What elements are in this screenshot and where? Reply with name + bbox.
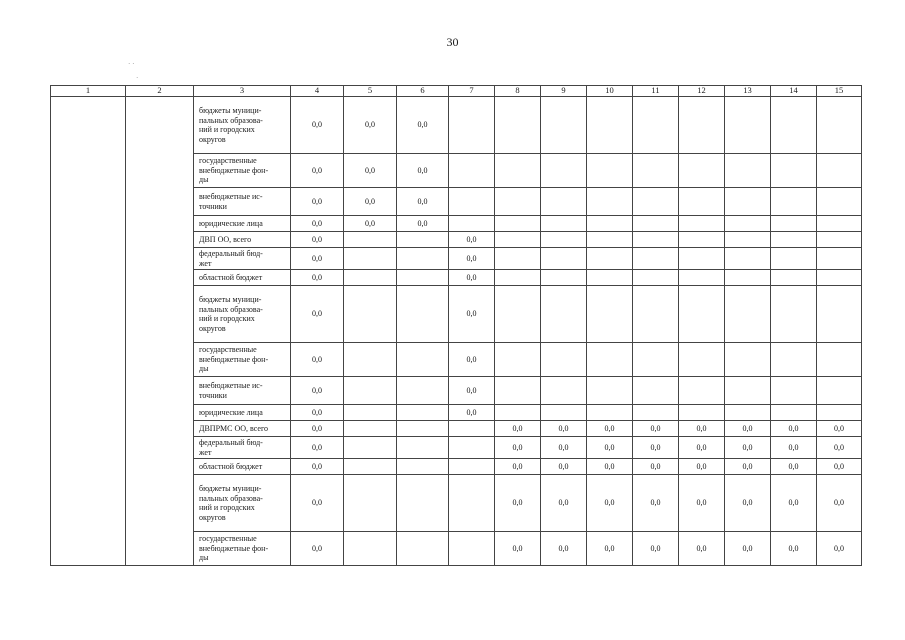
column-header-15: 15: [817, 86, 862, 97]
header-row: [51, 86, 862, 97]
value-cell-col-9: [541, 188, 587, 216]
value-cell-col-9: 0,0: [541, 459, 587, 475]
value-cell-col-14: [771, 232, 817, 248]
value-cell-col-15: 0,0: [817, 437, 862, 459]
value-cell-col-9: [541, 270, 587, 286]
row-label: федеральный бюд- жет: [194, 248, 291, 270]
value-cell-col-12: 0,0: [679, 421, 725, 437]
value-cell-col-5: [344, 437, 397, 459]
value-cell-col-5: [344, 343, 397, 377]
value-cell-col-8: 0,0: [495, 459, 541, 475]
value-cell-col-12: [679, 248, 725, 270]
value-cell-col-11: [633, 377, 679, 405]
value-cell-col-14: [771, 286, 817, 343]
value-cell-col-13: 0,0: [725, 475, 771, 532]
value-cell-col-11: [633, 97, 679, 154]
column-header-2: 2: [126, 86, 194, 97]
value-cell-col-5: 0,0: [344, 97, 397, 154]
value-cell-col-12: [679, 188, 725, 216]
value-cell-col-5: [344, 421, 397, 437]
value-cell-col-8: 0,0: [495, 421, 541, 437]
value-cell-col-5: [344, 459, 397, 475]
value-cell-col-7: [449, 188, 495, 216]
value-cell-col-9: [541, 286, 587, 343]
value-cell-col-10: 0,0: [587, 421, 633, 437]
column-header-10: 10: [587, 86, 633, 97]
value-cell-col-13: [725, 188, 771, 216]
value-cell-col-5: 0,0: [344, 216, 397, 232]
value-cell-col-10: [587, 216, 633, 232]
value-cell-col-15: 0,0: [817, 459, 862, 475]
value-cell-col-5: 0,0: [344, 154, 397, 188]
value-cell-col-5: [344, 270, 397, 286]
value-cell-col-14: [771, 377, 817, 405]
value-cell-col-4: 0,0: [291, 286, 344, 343]
value-cell-col-12: 0,0: [679, 475, 725, 532]
value-cell-col-13: [725, 286, 771, 343]
value-cell-col-11: [633, 232, 679, 248]
value-cell-col-9: [541, 232, 587, 248]
value-cell-col-11: [633, 405, 679, 421]
value-cell-col-8: [495, 405, 541, 421]
value-cell-col-13: [725, 270, 771, 286]
value-cell-col-12: [679, 97, 725, 154]
value-cell-col-7: 0,0: [449, 270, 495, 286]
value-cell-col-10: [587, 405, 633, 421]
value-cell-col-15: 0,0: [817, 475, 862, 532]
value-cell-col-15: [817, 377, 862, 405]
value-cell-col-8: 0,0: [495, 532, 541, 566]
table-row: [51, 97, 862, 154]
value-cell-col-10: [587, 154, 633, 188]
value-cell-col-13: [725, 232, 771, 248]
value-cell-col-11: [633, 154, 679, 188]
value-cell-col-6: [397, 437, 449, 459]
value-cell-col-7: [449, 216, 495, 232]
value-cell-col-4: 0,0: [291, 421, 344, 437]
column-header-3: 3: [194, 86, 291, 97]
column-header-12: 12: [679, 86, 725, 97]
value-cell-col-9: [541, 216, 587, 232]
value-cell-col-6: [397, 459, 449, 475]
value-cell-col-7: [449, 532, 495, 566]
value-cell-col-11: [633, 343, 679, 377]
value-cell-col-15: 0,0: [817, 532, 862, 566]
value-cell-col-11: [633, 270, 679, 286]
row-label: государственные внебюджетные фон- ды: [194, 532, 291, 566]
column-header-9: 9: [541, 86, 587, 97]
value-cell-col-10: [587, 97, 633, 154]
value-cell-col-15: [817, 270, 862, 286]
value-cell-col-12: 0,0: [679, 532, 725, 566]
value-cell-col-11: 0,0: [633, 437, 679, 459]
value-cell-col-8: [495, 286, 541, 343]
value-cell-col-10: [587, 248, 633, 270]
value-cell-col-7: [449, 421, 495, 437]
value-cell-col-15: [817, 154, 862, 188]
column-header-1: 1: [51, 86, 126, 97]
value-cell-col-10: [587, 343, 633, 377]
column-header-8: 8: [495, 86, 541, 97]
value-cell-col-12: 0,0: [679, 437, 725, 459]
value-cell-col-6: 0,0: [397, 154, 449, 188]
value-cell-col-14: [771, 343, 817, 377]
column-header-4: 4: [291, 86, 344, 97]
value-cell-col-14: 0,0: [771, 421, 817, 437]
value-cell-col-11: [633, 248, 679, 270]
value-cell-col-4: 0,0: [291, 232, 344, 248]
value-cell-col-7: 0,0: [449, 286, 495, 343]
column-header-6: 6: [397, 86, 449, 97]
value-cell-col-8: [495, 97, 541, 154]
value-cell-col-5: [344, 232, 397, 248]
value-cell-col-10: [587, 270, 633, 286]
value-cell-col-12: [679, 270, 725, 286]
row-label: ДВП ОО, всего: [194, 232, 291, 248]
value-cell-col-15: 0,0: [817, 421, 862, 437]
value-cell-col-14: 0,0: [771, 459, 817, 475]
row-label: юридические лица: [194, 405, 291, 421]
value-cell-col-4: 0,0: [291, 343, 344, 377]
value-cell-col-10: 0,0: [587, 459, 633, 475]
value-cell-col-4: 0,0: [291, 532, 344, 566]
value-cell-col-11: 0,0: [633, 475, 679, 532]
value-cell-col-13: 0,0: [725, 437, 771, 459]
value-cell-col-12: [679, 216, 725, 232]
value-cell-col-13: [725, 97, 771, 154]
value-cell-col-11: 0,0: [633, 459, 679, 475]
value-cell-col-5: [344, 248, 397, 270]
value-cell-col-4: 0,0: [291, 459, 344, 475]
value-cell-col-12: [679, 343, 725, 377]
value-cell-col-14: 0,0: [771, 532, 817, 566]
value-cell-col-14: [771, 154, 817, 188]
value-cell-col-6: 0,0: [397, 216, 449, 232]
row-label: государственные внебюджетные фон- ды: [194, 343, 291, 377]
value-cell-col-13: 0,0: [725, 421, 771, 437]
value-cell-col-9: 0,0: [541, 475, 587, 532]
value-cell-col-4: 0,0: [291, 270, 344, 286]
value-cell-col-14: [771, 97, 817, 154]
value-cell-col-11: 0,0: [633, 532, 679, 566]
row-label: государственные внебюджетные фон- ды: [194, 154, 291, 188]
value-cell-col-7: [449, 154, 495, 188]
column-header-13: 13: [725, 86, 771, 97]
value-cell-col-9: [541, 377, 587, 405]
value-cell-col-10: [587, 232, 633, 248]
row-label: бюджеты муници- пальных образова- ний и городских округов: [194, 286, 291, 343]
value-cell-col-12: [679, 154, 725, 188]
value-cell-col-6: [397, 270, 449, 286]
value-cell-col-15: [817, 188, 862, 216]
value-cell-col-8: [495, 343, 541, 377]
value-cell-col-9: [541, 343, 587, 377]
value-cell-col-6: [397, 343, 449, 377]
column-header-11: 11: [633, 86, 679, 97]
value-cell-col-4: 0,0: [291, 188, 344, 216]
value-cell-col-5: [344, 475, 397, 532]
value-cell-col-15: [817, 343, 862, 377]
value-cell-col-14: 0,0: [771, 475, 817, 532]
value-cell-col-5: [344, 286, 397, 343]
scan-mark: ·: [136, 74, 139, 82]
row-label: юридические лица: [194, 216, 291, 232]
value-cell-col-14: [771, 270, 817, 286]
value-cell-col-4: 0,0: [291, 377, 344, 405]
value-cell-col-9: [541, 154, 587, 188]
value-cell-col-10: [587, 377, 633, 405]
value-cell-col-5: [344, 532, 397, 566]
row-label: областной бюджет: [194, 459, 291, 475]
value-cell-col-5: [344, 405, 397, 421]
value-cell-col-6: [397, 405, 449, 421]
row-label: внебюджетные ис- точники: [194, 188, 291, 216]
value-cell-col-7: [449, 97, 495, 154]
value-cell-col-13: [725, 343, 771, 377]
value-cell-col-9: [541, 97, 587, 154]
value-cell-col-6: [397, 377, 449, 405]
value-cell-col-10: [587, 188, 633, 216]
column-header-5: 5: [344, 86, 397, 97]
value-cell-col-13: [725, 248, 771, 270]
value-cell-col-8: 0,0: [495, 475, 541, 532]
value-cell-col-15: [817, 405, 862, 421]
value-cell-col-12: [679, 405, 725, 421]
value-cell-col-5: [344, 377, 397, 405]
value-cell-col-14: [771, 216, 817, 232]
value-cell-col-4: 0,0: [291, 437, 344, 459]
value-cell-col-8: [495, 377, 541, 405]
row-label: внебюджетные ис- точники: [194, 377, 291, 405]
value-cell-col-15: [817, 232, 862, 248]
value-cell-col-13: [725, 377, 771, 405]
value-cell-col-7: 0,0: [449, 405, 495, 421]
value-cell-col-11: [633, 188, 679, 216]
value-cell-col-9: [541, 248, 587, 270]
value-cell-col-11: [633, 216, 679, 232]
value-cell-col-6: [397, 248, 449, 270]
value-cell-col-7: [449, 475, 495, 532]
value-cell-col-9: 0,0: [541, 532, 587, 566]
column-1-cell: [51, 97, 126, 566]
value-cell-col-9: 0,0: [541, 437, 587, 459]
value-cell-col-4: 0,0: [291, 248, 344, 270]
value-cell-col-15: [817, 286, 862, 343]
value-cell-col-6: [397, 475, 449, 532]
value-cell-col-14: [771, 248, 817, 270]
row-label: федеральный бюд- жет: [194, 437, 291, 459]
value-cell-col-7: 0,0: [449, 232, 495, 248]
row-label: бюджеты муници- пальных образова- ний и городских округов: [194, 97, 291, 154]
value-cell-col-4: 0,0: [291, 97, 344, 154]
column-header-7: 7: [449, 86, 495, 97]
value-cell-col-13: [725, 405, 771, 421]
value-cell-col-6: [397, 286, 449, 343]
scan-mark: · ·: [128, 60, 135, 68]
value-cell-col-7: 0,0: [449, 248, 495, 270]
value-cell-col-10: 0,0: [587, 532, 633, 566]
value-cell-col-9: 0,0: [541, 421, 587, 437]
value-cell-col-4: 0,0: [291, 405, 344, 421]
value-cell-col-14: [771, 405, 817, 421]
value-cell-col-7: 0,0: [449, 377, 495, 405]
value-cell-col-9: [541, 405, 587, 421]
row-label: ДВПРМС ОО, всего: [194, 421, 291, 437]
value-cell-col-10: [587, 286, 633, 343]
value-cell-col-15: [817, 248, 862, 270]
row-label: областной бюджет: [194, 270, 291, 286]
value-cell-col-13: 0,0: [725, 459, 771, 475]
value-cell-col-4: 0,0: [291, 154, 344, 188]
value-cell-col-14: [771, 188, 817, 216]
value-cell-col-7: [449, 459, 495, 475]
value-cell-col-8: [495, 270, 541, 286]
page-number: 30: [446, 35, 459, 49]
value-cell-col-15: [817, 97, 862, 154]
column-2-cell: [126, 97, 194, 566]
value-cell-col-11: [633, 286, 679, 343]
value-cell-col-6: [397, 421, 449, 437]
value-cell-col-12: [679, 377, 725, 405]
value-cell-col-15: [817, 216, 862, 232]
value-cell-col-5: 0,0: [344, 188, 397, 216]
value-cell-col-6: 0,0: [397, 188, 449, 216]
column-header-14: 14: [771, 86, 817, 97]
value-cell-col-6: [397, 232, 449, 248]
value-cell-col-7: 0,0: [449, 343, 495, 377]
value-cell-col-8: [495, 216, 541, 232]
value-cell-col-13: 0,0: [725, 532, 771, 566]
value-cell-col-8: [495, 188, 541, 216]
value-cell-col-6: [397, 532, 449, 566]
value-cell-col-11: 0,0: [633, 421, 679, 437]
row-label: бюджеты муници- пальных образова- ний и городских округов: [194, 475, 291, 532]
value-cell-col-8: 0,0: [495, 437, 541, 459]
value-cell-col-4: 0,0: [291, 475, 344, 532]
value-cell-col-13: [725, 216, 771, 232]
value-cell-col-10: 0,0: [587, 475, 633, 532]
value-cell-col-14: 0,0: [771, 437, 817, 459]
value-cell-col-7: [449, 437, 495, 459]
value-cell-col-12: [679, 232, 725, 248]
value-cell-col-8: [495, 232, 541, 248]
value-cell-col-12: [679, 286, 725, 343]
value-cell-col-12: 0,0: [679, 459, 725, 475]
budget-table: [50, 85, 862, 566]
value-cell-col-8: [495, 154, 541, 188]
value-cell-col-6: 0,0: [397, 97, 449, 154]
value-cell-col-10: 0,0: [587, 437, 633, 459]
value-cell-col-4: 0,0: [291, 216, 344, 232]
value-cell-col-13: [725, 154, 771, 188]
value-cell-col-8: [495, 248, 541, 270]
